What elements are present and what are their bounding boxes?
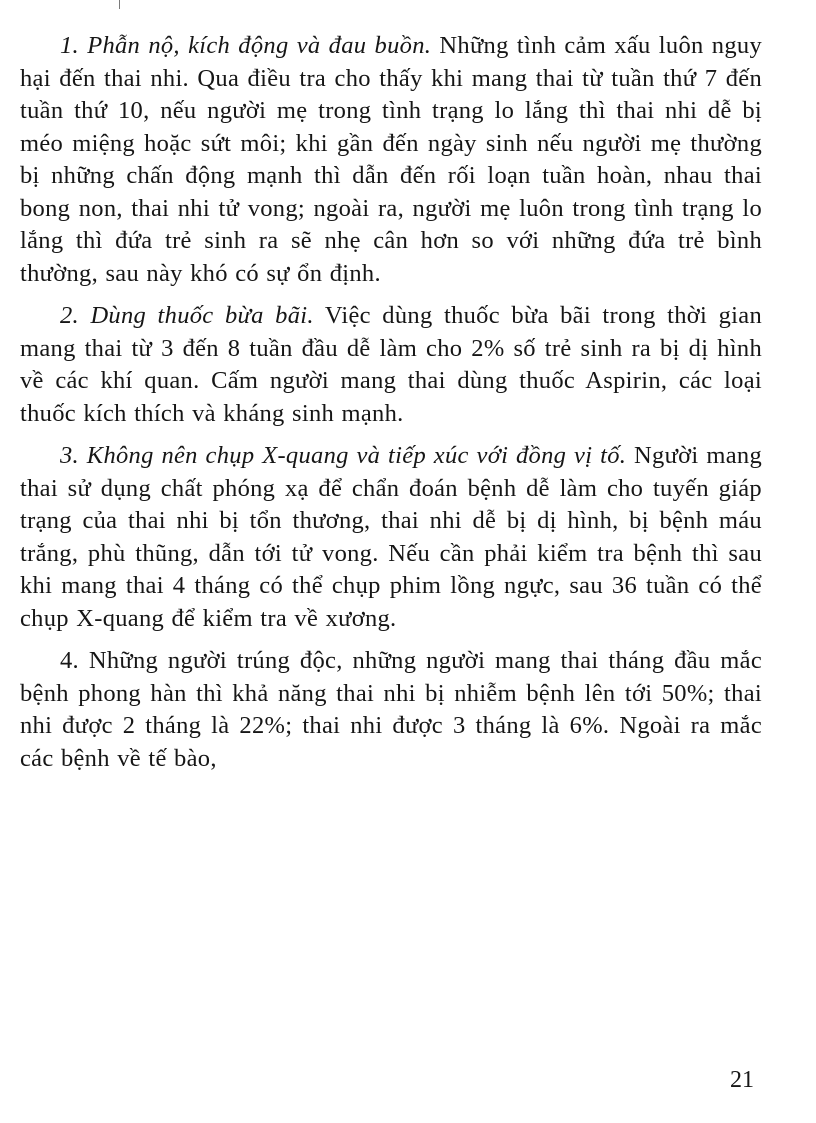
- paragraph-heading-emotions: 1. Phẫn nộ, kích động và đau buồn.: [60, 32, 432, 59]
- paragraph-xray: [20, 440, 762, 635]
- paragraph-poisoning: [20, 645, 762, 775]
- paragraph-heading-medication: 2. Dùng thuốc bừa bãi.: [60, 302, 314, 329]
- paragraph-text-xray: Người mang thai sử dụng chất phóng xạ để chẩn đoán bệnh dễ làm cho tuyến giáp trạng của thai nhi bị tổn thương, thai nhi dễ bị dị hình, bị bệnh máu trắng, phù thũng, dẫn tới tử vong. Nếu cần phải kiểm tra bệnh thì sau khi mang thai 4 tháng có thể chụp phim lồng ngực, sau 36 tuần có thể chụp X-quang để kiểm tra về xương.: [20, 442, 762, 632]
- paragraph-text-poisoning: 4. Những người trúng độc, những người mang thai tháng đầu mắc bệnh phong hàn thì khả năng thai nhi bị nhiễm bệnh lên tới 50%; thai nhi được 2 tháng là 22%; thai nhi được 3 tháng là 6%. Ngoài ra mắc các bệnh về tế bào,: [20, 647, 762, 772]
- page-body: [20, 30, 762, 775]
- paragraph-medication: [20, 300, 762, 430]
- scan-mark: [119, 0, 120, 9]
- paragraph-heading-xray: 3. Không nên chụp X-quang và tiếp xúc với đồng vị tố.: [60, 442, 627, 469]
- paragraph-emotions: [20, 30, 762, 290]
- page-number: 21: [730, 1067, 754, 1093]
- paragraph-text-emotions: Những tình cảm xấu luôn nguy hại đến thai nhi. Qua điều tra cho thấy khi mang thai từ tuần thứ 7 đến tuần thứ 10, nếu người mẹ trong tình trạng lo lắng thì thai nhi dễ bị méo miệng hoặc sứt môi; khi gần đến ngày sinh nếu người mẹ thường bị những chấn động mạnh thì dẫn đến rối loạn tuần hoàn, nhau thai bong non, thai nhi tử vong; ngoài ra, người mẹ luôn trong tình trạng lo lắng thì đứa trẻ sinh ra sẽ nhẹ cân hơn so với những đứa trẻ bình thường, sau này khó có sự ổn định.: [20, 32, 762, 287]
- paragraph-text-medication: Việc dùng thuốc bừa bãi trong thời gian mang thai từ 3 đến 8 tuần đầu dễ làm cho 2% số trẻ sinh ra bị dị hình về các khí quan. Cấm người mang thai dùng thuốc Aspirin, các loại thuốc kích thích và kháng sinh mạnh.: [20, 302, 762, 427]
